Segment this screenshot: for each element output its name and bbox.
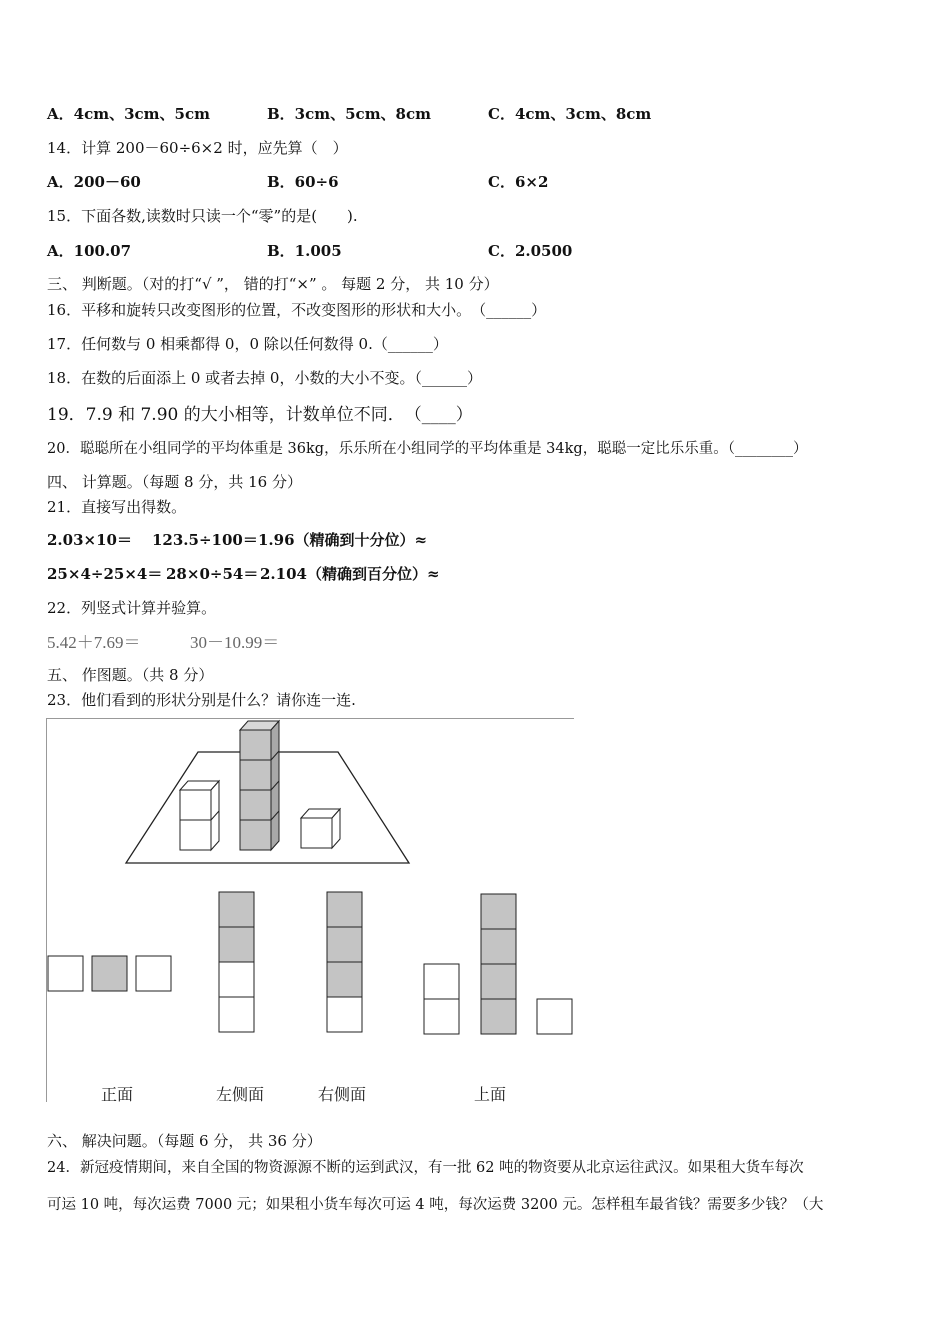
q15-option-b: B．1.005 — [267, 242, 342, 260]
section-4-heading: 四、 计算题。（每题 8 分，共 16 分） — [47, 473, 302, 491]
view-front-shape — [48, 956, 171, 991]
view-label-right: 右侧面 — [318, 1085, 367, 1104]
q14-option-c: C．6×2 — [488, 173, 549, 191]
q23-figure-drawing — [46, 718, 574, 1102]
view-column-b — [327, 892, 362, 1032]
q22-expression-2: 30－10.99＝ — [190, 633, 280, 652]
cube-stack-middle — [240, 721, 279, 850]
q13-option-c: C．4cm、3cm、8cm — [488, 105, 652, 123]
q23-stem: 23．他们看到的形状分别是什么？请你连一连. — [47, 691, 356, 709]
cube-stack-left — [180, 781, 219, 850]
q23-figure — [46, 718, 574, 1102]
q21-item-4: 25×4÷25×4＝ — [47, 565, 163, 583]
q18-stem: 18．在数的后面添上 0 或者去掉 0，小数的大小不变。（______） — [47, 369, 482, 387]
q21-item-1: 2.03×10＝ — [47, 531, 132, 549]
q15-option-c: C．2.0500 — [488, 242, 573, 260]
section-5-heading: 五、 作图题。（共 8 分） — [47, 666, 214, 684]
q13-option-a: A．4cm、3cm、5cm — [47, 105, 210, 123]
q21-item-6: 2.104（精确到百分位）≈ — [260, 565, 440, 583]
q21-stem: 21．直接写出得数。 — [47, 498, 187, 516]
q15-stem: 15．下面各数,读数时只读一个“零”的是( ). — [47, 207, 358, 225]
view-label-left: 左侧面 — [216, 1085, 265, 1104]
q19-stem: 19．7.9 和 7.90 的大小相等，计数单位不同． （____） — [47, 405, 473, 425]
section-3-heading: 三、 判断题。（对的打“√ ”， 错的打“×” 。 每题 2 分， 共 10 分） — [47, 275, 499, 293]
q14-stem: 14．计算 200－60÷6×2 时，应先算（ ） — [47, 139, 348, 157]
q24-line-2: 可运 10 吨，每次运费 7000 元；如果租小货车每次可运 4 吨，每次运费 3200 元。怎样租车最省钱？需要多少钱？（大 — [47, 1197, 824, 1213]
q13-option-b: B．3cm、5cm、8cm — [267, 105, 432, 123]
q20-stem: 20．聪聪所在小组同学的平均体重是 36kg，乐乐所在小组同学的平均体重是 34kg，聪聪一定比乐乐重。（________） — [47, 441, 808, 457]
q21-item-5: 28×0÷54＝ — [166, 565, 259, 583]
q17-stem: 17．任何数与 0 相乘都得 0，0 除以任何数得 0.（______） — [47, 335, 448, 353]
q21-item-2: 123.5÷100＝ — [152, 531, 258, 549]
cube-single-right — [301, 809, 340, 848]
view-mixed-shape — [424, 894, 572, 1034]
section-6-heading: 六、 解决问题。（每题 6 分， 共 36 分） — [47, 1132, 322, 1150]
view-label-front: 正面 — [101, 1085, 134, 1104]
q22-expression-1: 5.42＋7.69＝ — [47, 633, 141, 652]
view-column-a — [219, 892, 254, 1032]
q16-stem: 16．平移和旋转只改变图形的位置，不改变图形的形状和大小。 （______） — [47, 301, 547, 319]
view-label-top: 上面 — [474, 1085, 507, 1104]
q15-option-a: A．100.07 — [47, 242, 132, 260]
q22-stem: 22．列竖式计算并验算。 — [47, 599, 217, 617]
q24-line-1: 24．新冠疫情期间，来自全国的物资源源不断的运到武汉，有一批 62 吨的物资要从北京运往武汉。如果租大货车每次 — [47, 1160, 804, 1176]
q14-option-b: B．60÷6 — [267, 173, 339, 191]
q21-item-3: 1.96（精确到十分位）≈ — [258, 531, 428, 549]
q14-option-a: A．200－60 — [47, 173, 141, 191]
